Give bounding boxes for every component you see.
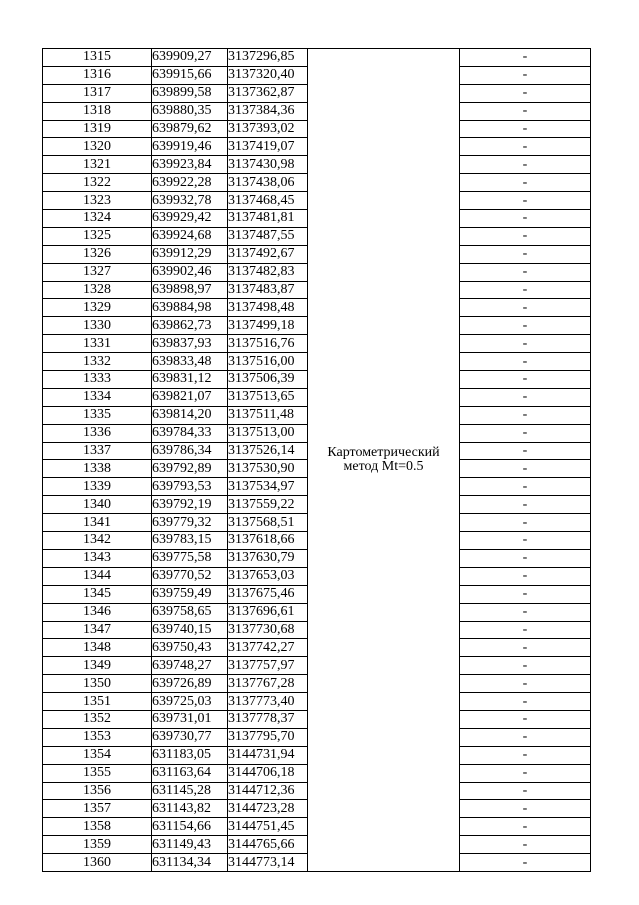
point-number-cell: 1316 (43, 66, 152, 84)
x-coordinate-cell: 639884,98 (152, 299, 228, 317)
point-number-cell: 1347 (43, 621, 152, 639)
point-number-cell: 1354 (43, 746, 152, 764)
accuracy-cell: - (460, 227, 591, 245)
x-coordinate-cell: 631183,05 (152, 746, 228, 764)
x-coordinate-cell: 631145,28 (152, 782, 228, 800)
x-coordinate-cell: 639792,19 (152, 496, 228, 514)
accuracy-cell: - (460, 102, 591, 120)
x-coordinate-cell: 639784,33 (152, 424, 228, 442)
accuracy-cell: - (460, 549, 591, 567)
y-coordinate-cell: 3137393,02 (228, 120, 308, 138)
y-coordinate-cell: 3137481,81 (228, 210, 308, 228)
point-number-cell: 1318 (43, 102, 152, 120)
accuracy-cell: - (460, 156, 591, 174)
x-coordinate-cell: 639922,28 (152, 174, 228, 192)
y-coordinate-cell: 3137492,67 (228, 245, 308, 263)
y-coordinate-cell: 3137499,18 (228, 317, 308, 335)
point-number-cell: 1348 (43, 639, 152, 657)
accuracy-cell: - (460, 299, 591, 317)
y-coordinate-cell: 3144773,14 (228, 854, 308, 872)
accuracy-cell: - (460, 710, 591, 728)
y-coordinate-cell: 3137487,55 (228, 227, 308, 245)
accuracy-cell: - (460, 335, 591, 353)
point-number-cell: 1345 (43, 585, 152, 603)
x-coordinate-cell: 639814,20 (152, 406, 228, 424)
accuracy-cell: - (460, 532, 591, 550)
accuracy-cell: - (460, 353, 591, 371)
point-number-cell: 1342 (43, 532, 152, 550)
point-number-cell: 1329 (43, 299, 152, 317)
x-coordinate-cell: 639902,46 (152, 263, 228, 281)
accuracy-cell: - (460, 138, 591, 156)
point-number-cell: 1360 (43, 854, 152, 872)
y-coordinate-cell: 3137482,83 (228, 263, 308, 281)
point-number-cell: 1322 (43, 174, 152, 192)
y-coordinate-cell: 3137675,46 (228, 585, 308, 603)
accuracy-cell: - (460, 174, 591, 192)
accuracy-cell: - (460, 478, 591, 496)
point-number-cell: 1356 (43, 782, 152, 800)
x-coordinate-cell: 639837,93 (152, 335, 228, 353)
y-coordinate-cell: 3137742,27 (228, 639, 308, 657)
x-coordinate-cell: 639833,48 (152, 353, 228, 371)
x-coordinate-cell: 639725,03 (152, 693, 228, 711)
x-coordinate-cell: 639740,15 (152, 621, 228, 639)
point-number-cell: 1315 (43, 49, 152, 67)
x-coordinate-cell: 639775,58 (152, 549, 228, 567)
x-coordinate-cell: 639899,58 (152, 84, 228, 102)
point-number-cell: 1335 (43, 406, 152, 424)
accuracy-cell: - (460, 49, 591, 67)
accuracy-cell: - (460, 854, 591, 872)
accuracy-cell: - (460, 281, 591, 299)
point-number-cell: 1337 (43, 442, 152, 460)
accuracy-cell: - (460, 424, 591, 442)
x-coordinate-cell: 639750,43 (152, 639, 228, 657)
accuracy-cell: - (460, 836, 591, 854)
y-coordinate-cell: 3144765,66 (228, 836, 308, 854)
method-text-line: метод Mt=0.5 (343, 458, 424, 474)
point-number-cell: 1351 (43, 693, 152, 711)
x-coordinate-cell: 639831,12 (152, 371, 228, 389)
accuracy-cell: - (460, 621, 591, 639)
y-coordinate-cell: 3137559,22 (228, 496, 308, 514)
x-coordinate-cell: 639909,27 (152, 49, 228, 67)
y-coordinate-cell: 3137320,40 (228, 66, 308, 84)
x-coordinate-cell: 639912,29 (152, 245, 228, 263)
point-number-cell: 1325 (43, 227, 152, 245)
y-coordinate-cell: 3137767,28 (228, 675, 308, 693)
x-coordinate-cell: 631149,43 (152, 836, 228, 854)
point-number-cell: 1341 (43, 514, 152, 532)
y-coordinate-cell: 3144731,94 (228, 746, 308, 764)
method-cell (308, 49, 460, 872)
y-coordinate-cell: 3137773,40 (228, 693, 308, 711)
x-coordinate-cell: 631154,66 (152, 818, 228, 836)
point-number-cell: 1358 (43, 818, 152, 836)
point-number-cell: 1319 (43, 120, 152, 138)
point-number-cell: 1343 (43, 549, 152, 567)
x-coordinate-cell: 639923,84 (152, 156, 228, 174)
y-coordinate-cell: 3137696,61 (228, 603, 308, 621)
x-coordinate-cell: 639731,01 (152, 710, 228, 728)
x-coordinate-cell: 639915,66 (152, 66, 228, 84)
point-number-cell: 1331 (43, 335, 152, 353)
accuracy-cell: - (460, 371, 591, 389)
coordinates-table-body (43, 49, 591, 872)
accuracy-cell: - (460, 603, 591, 621)
accuracy-cell: - (460, 442, 591, 460)
table-row (43, 49, 591, 67)
x-coordinate-cell: 639898,97 (152, 281, 228, 299)
point-number-cell: 1317 (43, 84, 152, 102)
y-coordinate-cell: 3137362,87 (228, 84, 308, 102)
x-coordinate-cell: 639758,65 (152, 603, 228, 621)
accuracy-cell: - (460, 84, 591, 102)
point-number-cell: 1332 (43, 353, 152, 371)
x-coordinate-cell: 639779,32 (152, 514, 228, 532)
y-coordinate-cell: 3137778,37 (228, 710, 308, 728)
accuracy-cell: - (460, 728, 591, 746)
accuracy-cell: - (460, 818, 591, 836)
x-coordinate-cell: 639862,73 (152, 317, 228, 335)
point-number-cell: 1323 (43, 192, 152, 210)
y-coordinate-cell: 3137757,97 (228, 657, 308, 675)
point-number-cell: 1357 (43, 800, 152, 818)
y-coordinate-cell: 3137653,03 (228, 567, 308, 585)
accuracy-cell: - (460, 693, 591, 711)
accuracy-cell: - (460, 388, 591, 406)
point-number-cell: 1344 (43, 567, 152, 585)
y-coordinate-cell: 3137630,79 (228, 549, 308, 567)
x-coordinate-cell: 639929,42 (152, 210, 228, 228)
x-coordinate-cell: 639924,68 (152, 227, 228, 245)
y-coordinate-cell: 3137513,65 (228, 388, 308, 406)
x-coordinate-cell: 639786,34 (152, 442, 228, 460)
accuracy-cell: - (460, 210, 591, 228)
y-coordinate-cell: 3137530,90 (228, 460, 308, 478)
accuracy-cell: - (460, 406, 591, 424)
point-number-cell: 1328 (43, 281, 152, 299)
point-number-cell: 1324 (43, 210, 152, 228)
x-coordinate-cell: 639748,27 (152, 657, 228, 675)
point-number-cell: 1359 (43, 836, 152, 854)
point-number-cell: 1320 (43, 138, 152, 156)
point-number-cell: 1330 (43, 317, 152, 335)
y-coordinate-cell: 3137534,97 (228, 478, 308, 496)
point-number-cell: 1353 (43, 728, 152, 746)
y-coordinate-cell: 3137618,66 (228, 532, 308, 550)
y-coordinate-cell: 3137516,00 (228, 353, 308, 371)
accuracy-cell: - (460, 317, 591, 335)
accuracy-cell: - (460, 585, 591, 603)
accuracy-cell: - (460, 66, 591, 84)
accuracy-cell: - (460, 764, 591, 782)
x-coordinate-cell: 631143,82 (152, 800, 228, 818)
accuracy-cell: - (460, 800, 591, 818)
point-number-cell: 1339 (43, 478, 152, 496)
x-coordinate-cell: 639879,62 (152, 120, 228, 138)
accuracy-cell: - (460, 567, 591, 585)
point-number-cell: 1352 (43, 710, 152, 728)
x-coordinate-cell: 631134,34 (152, 854, 228, 872)
accuracy-cell: - (460, 675, 591, 693)
accuracy-cell: - (460, 192, 591, 210)
y-coordinate-cell: 3144706,18 (228, 764, 308, 782)
x-coordinate-cell: 639932,78 (152, 192, 228, 210)
y-coordinate-cell: 3137730,68 (228, 621, 308, 639)
accuracy-cell: - (460, 460, 591, 478)
accuracy-cell: - (460, 746, 591, 764)
x-coordinate-cell: 639783,15 (152, 532, 228, 550)
y-coordinate-cell: 3137468,45 (228, 192, 308, 210)
accuracy-cell: - (460, 245, 591, 263)
x-coordinate-cell: 639919,46 (152, 138, 228, 156)
y-coordinate-cell: 3137506,39 (228, 371, 308, 389)
method-text-line: Картометрический (327, 444, 440, 460)
accuracy-cell: - (460, 496, 591, 514)
point-number-cell: 1349 (43, 657, 152, 675)
x-coordinate-cell: 639880,35 (152, 102, 228, 120)
accuracy-cell: - (460, 120, 591, 138)
y-coordinate-cell: 3137568,51 (228, 514, 308, 532)
accuracy-cell: - (460, 639, 591, 657)
y-coordinate-cell: 3137438,06 (228, 174, 308, 192)
y-coordinate-cell: 3137419,07 (228, 138, 308, 156)
y-coordinate-cell: 3144712,36 (228, 782, 308, 800)
y-coordinate-cell: 3137526,14 (228, 442, 308, 460)
accuracy-cell: - (460, 657, 591, 675)
coordinates-table (42, 48, 591, 872)
point-number-cell: 1340 (43, 496, 152, 514)
x-coordinate-cell: 639759,49 (152, 585, 228, 603)
x-coordinate-cell: 639730,77 (152, 728, 228, 746)
x-coordinate-cell: 639793,53 (152, 478, 228, 496)
accuracy-cell: - (460, 782, 591, 800)
point-number-cell: 1338 (43, 460, 152, 478)
y-coordinate-cell: 3137483,87 (228, 281, 308, 299)
y-coordinate-cell: 3137516,76 (228, 335, 308, 353)
x-coordinate-cell: 639726,89 (152, 675, 228, 693)
x-coordinate-cell: 631163,64 (152, 764, 228, 782)
point-number-cell: 1333 (43, 371, 152, 389)
y-coordinate-cell: 3137513,00 (228, 424, 308, 442)
x-coordinate-cell: 639770,52 (152, 567, 228, 585)
point-number-cell: 1336 (43, 424, 152, 442)
y-coordinate-cell: 3144751,45 (228, 818, 308, 836)
x-coordinate-cell: 639792,89 (152, 460, 228, 478)
accuracy-cell: - (460, 514, 591, 532)
y-coordinate-cell: 3137384,36 (228, 102, 308, 120)
x-coordinate-cell: 639821,07 (152, 388, 228, 406)
point-number-cell: 1327 (43, 263, 152, 281)
point-number-cell: 1355 (43, 764, 152, 782)
point-number-cell: 1321 (43, 156, 152, 174)
y-coordinate-cell: 3137795,70 (228, 728, 308, 746)
y-coordinate-cell: 3137296,85 (228, 49, 308, 67)
accuracy-cell: - (460, 263, 591, 281)
point-number-cell: 1350 (43, 675, 152, 693)
y-coordinate-cell: 3137498,48 (228, 299, 308, 317)
y-coordinate-cell: 3137430,98 (228, 156, 308, 174)
point-number-cell: 1334 (43, 388, 152, 406)
point-number-cell: 1326 (43, 245, 152, 263)
y-coordinate-cell: 3137511,48 (228, 406, 308, 424)
y-coordinate-cell: 3144723,28 (228, 800, 308, 818)
point-number-cell: 1346 (43, 603, 152, 621)
